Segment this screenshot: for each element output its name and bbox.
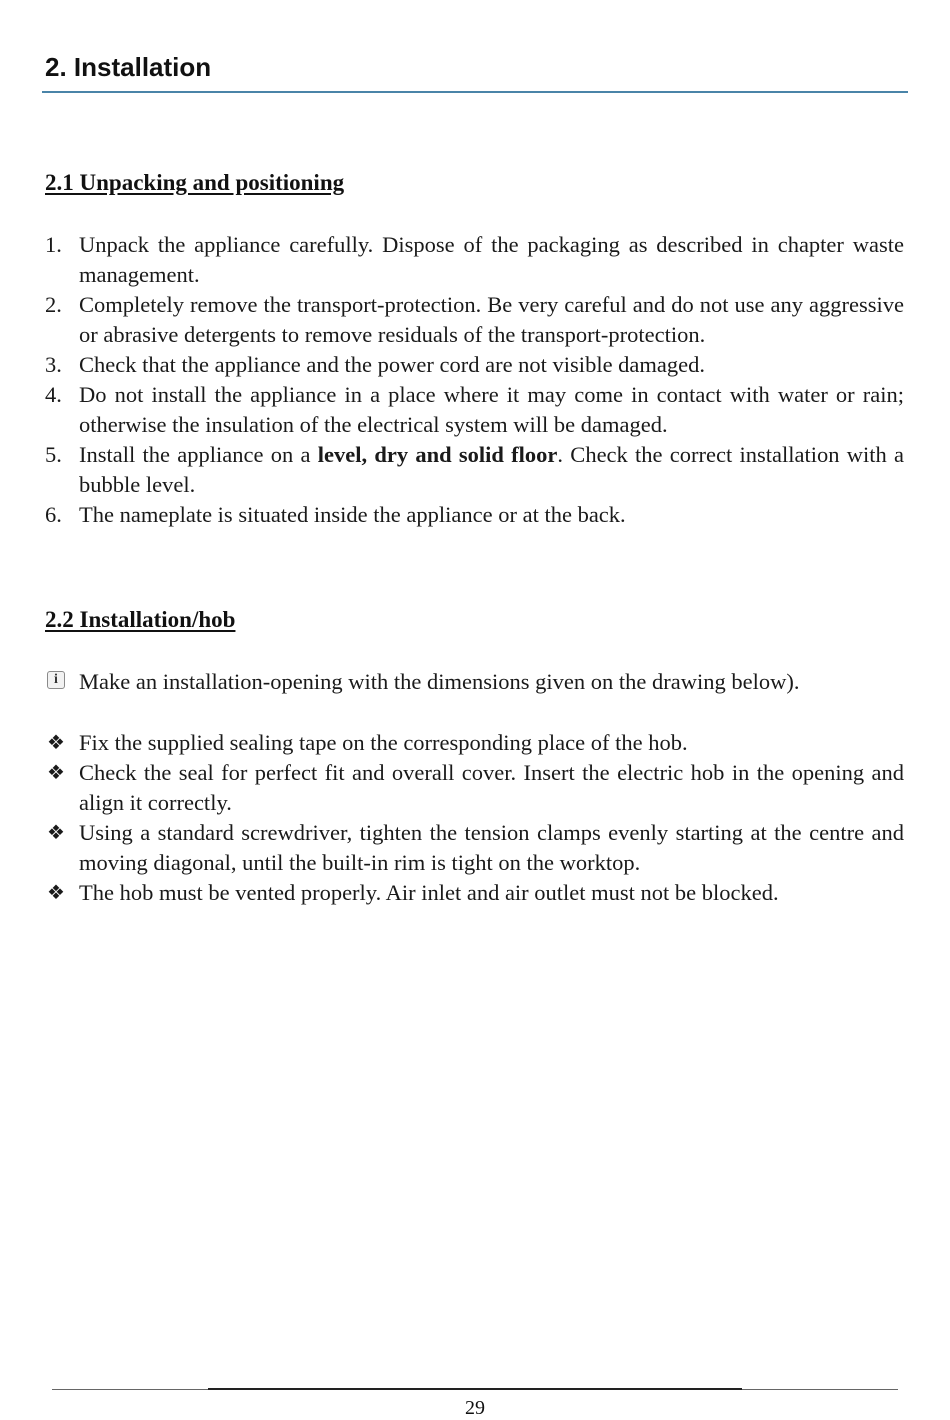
list-item: [45, 440, 904, 500]
list-item-text: Unpack the appliance carefully. Dispose of the packaging as described in chapter waste management.: [79, 232, 904, 287]
diamond-bullet-icon: ❖: [47, 762, 65, 784]
chapter-title-rule: [42, 91, 908, 93]
list-item-number: 5.: [45, 442, 62, 467]
list-item-number: 3.: [45, 352, 62, 377]
list-item: [45, 758, 904, 818]
diamond-bullet-icon: ❖: [47, 732, 65, 754]
list-item-emphasis: level, dry and solid floor: [317, 442, 558, 467]
list-item: [45, 290, 904, 350]
list-item-text: Check the seal for perfect fit and overall cover. Insert the electric hob in the opening and align it correctly.: [79, 760, 904, 815]
list-item-text-start: Install the appliance on a: [79, 442, 318, 467]
list-item-number: 1.: [45, 232, 62, 257]
list-item-text: Do not install the appliance in a place where it may come in contact with water or rain; otherwise the insulation of the electrical system will be damaged.: [79, 382, 904, 437]
list-item: [45, 878, 904, 908]
list-item: [45, 728, 904, 758]
chapter-title: 2. Installation: [45, 52, 212, 82]
list-item: [45, 230, 904, 290]
list-item: [45, 500, 904, 530]
hob-installation-bullets: [45, 728, 904, 908]
list-item-text: Fix the supplied sealing tape on the corresponding place of the hob.: [79, 730, 688, 755]
info-note-text: Make an installation-opening with the dimensions given on the drawing below).: [79, 669, 800, 694]
list-item-text: Check that the appliance and the power cord are not visible damaged.: [79, 352, 706, 377]
info-icon: i: [47, 671, 65, 689]
section-heading-unpacking: 2.1 Unpacking and positioning: [45, 170, 345, 195]
list-item-text: The nameplate is situated inside the appliance or at the back.: [79, 502, 626, 527]
section-heading-installation-hob: 2.2 Installation/hob: [45, 607, 236, 632]
list-item-text: Completely remove the transport-protection. Be very careful and do not use any aggressive or abrasive detergents to remove residuals of the transport-protection.: [79, 292, 904, 347]
list-item-text: Using a standard screwdriver, tighten the tension clamps evenly starting at the centre and moving diagonal, until the built-in rim is tight on the worktop.: [79, 820, 904, 875]
unpacking-steps-list: [45, 230, 904, 530]
list-item: [45, 380, 904, 440]
list-item-number: 6.: [45, 502, 62, 527]
list-item: [45, 818, 904, 878]
list-item-number: 4.: [45, 382, 62, 407]
diamond-bullet-icon: ❖: [47, 822, 65, 844]
list-item: [45, 350, 904, 380]
page-number: 29: [465, 1397, 485, 1419]
footer-rule-accent: [208, 1388, 742, 1390]
list-item-text-end: . Check the correct installation with a bubble level.: [79, 442, 905, 497]
diamond-bullet-icon: ❖: [47, 882, 65, 904]
list-item-number: 2.: [45, 292, 62, 317]
list-item-text: The hob must be vented properly. Air inlet and air outlet must not be blocked.: [79, 880, 779, 905]
